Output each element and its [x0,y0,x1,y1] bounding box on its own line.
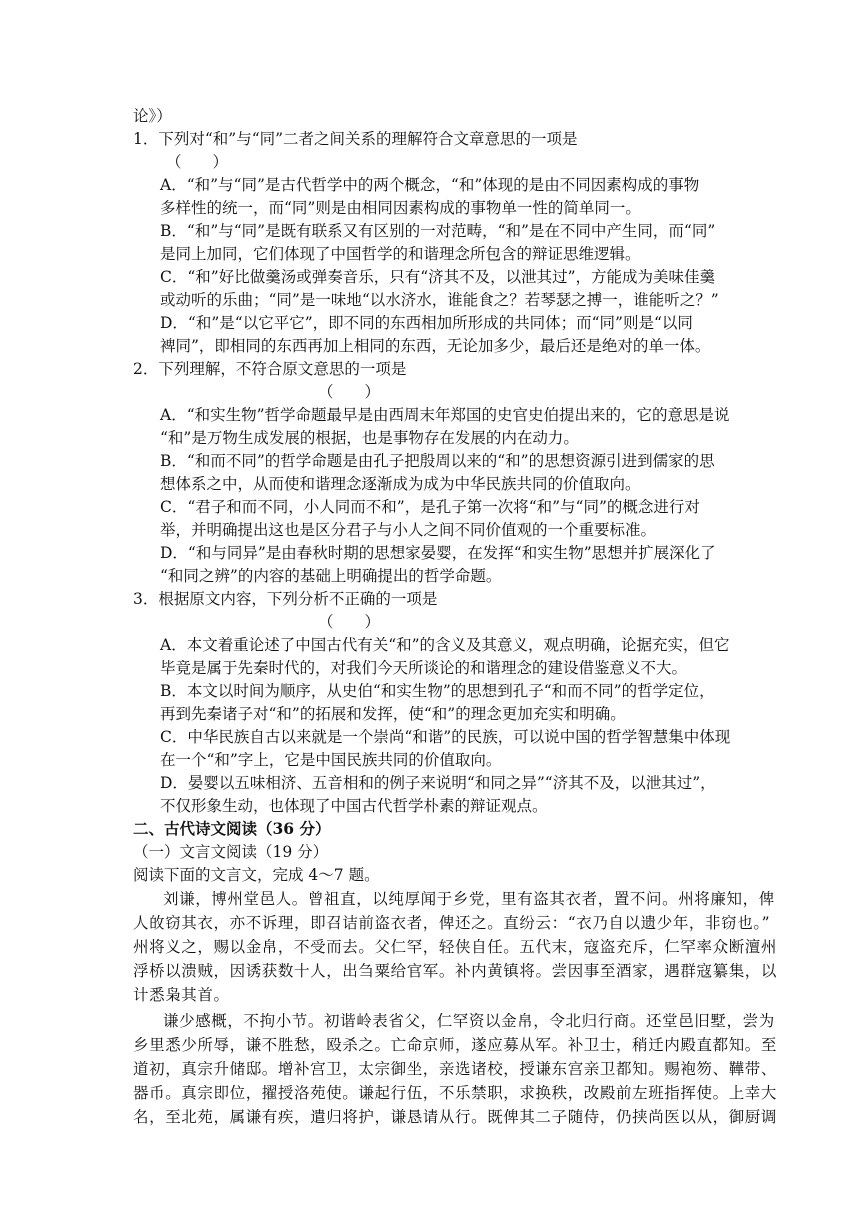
passage-line: 道初，真宗升储邸。增补宫卫，太宗御坐，亲选诸校，授谦东宫亲卫都知。赐袍笏、鞾带、 [133,1060,778,1078]
option-a: A．“和实生物”哲学命题最早是由西周末年郑国的史官史伯提出来的，它的意思是说 [160,406,730,424]
option-a: A．本文着重论述了中国古代有关“和”的含义及其意义，观点明确，论据充实，但它 [160,636,730,654]
question-2-stem: 2．下列理解，不符合原文意思的一项是 [133,360,407,378]
option-a-cont: 毕竟是属于先秦时代的，对我们今天所谈论的和谐理念的建设借鉴意义不大。 [160,659,688,677]
option-c: C．“和”好比做羹汤或弹奏音乐，只有“济其不及，以泄其过”，方能成为美味佳羹 [160,268,716,286]
text-line: 论》） [133,107,172,125]
option-c-cont: 举，并明确提出这也是区分君子与小人之间不同价值观的一个重要标准。 [160,521,657,539]
option-c-cont: 在一个“和”字上，它是中国民族共同的价值取向。 [160,751,502,769]
option-a-cont: “和”是万物生成发展的根据，也是事物存在发展的内在动力。 [160,429,579,447]
passage-line: 乡里悉少所辱，谦不胜愁，殴杀之。亡命京师，遂应募从军。补卫士，稍迁内殿直都知。至 [133,1036,778,1054]
option-d: D．“和与同异”是由春秋时期的思想家晏婴，在发挥“和实生物”思想并扩展深化了 [160,544,716,562]
option-d: D．晏婴以五味相济、五音相和的例子来说明“和同之异”“济其不及，以泄其过”， [160,774,716,792]
option-d-cont: “和同之辨”的内容的基础上明确提出的哲学命题。 [160,567,502,585]
answer-paren: （ ） [166,153,229,171]
passage-line: 计悉枭其首。 [133,986,230,1004]
option-a: A．“和”与“同”是古代哲学中的两个概念，“和”体现的是由不同因素构成的事物 [160,176,700,194]
passage-line: 州将义之，赐以金帛，不受而去。父仁罕，轻侠自任。五代末，寇盗充斥，仁罕率众断澶州 [133,938,778,956]
passage-line: 谦少感概，不拘小节。初谐岭表省父，仁罕资以金帛，令北归行商。还堂邑旧墅，尝为 [163,1012,775,1030]
option-c: C．中华民族自古以来就是一个崇尚“和谐”的民族，可以说中国的哲学智慧集中体现 [160,728,731,746]
option-b-cont: 再到先秦诸子对“和”的拓展和发挥，使“和”的理念更加充实和明确。 [160,705,626,723]
section-heading: 二、古代诗文阅读（36 分） [133,819,331,838]
passage-line: 人敀窃其衣，亦不诉理，即召诘前盗衣者，俾还之。直纷云：“衣乃自以遗少年，非窃也。” [133,914,771,932]
option-b: B．“和而不同”的哲学命题是由孔子把殷周以来的“和”的思想资源引进到儒家的思 [160,452,715,470]
option-b-cont: 是同上加同，它们体现了中国哲学的和谐理念所包含的辩证思维逻辑。 [160,245,641,263]
subsection-heading: （一）文言文阅读（19 分） [133,843,329,861]
answer-paren: （ ） [318,613,381,631]
question-3-stem: 3．根据原文内容，下列分析不正确的一项是 [133,590,438,608]
option-b: B．本文以时间为顺序，从史伯“和实生物”的思想到孔子“和而不同”的哲学定位， [160,682,715,700]
passage-line: 名，至北苑，属谦有疾，遣归将护，谦恳请从行。既俾其二子随侍，仍挟尚医以从，御厨调 [133,1108,778,1126]
passage-line: 器币。真宗即位，擢授洛苑使。谦起行伍，不乐禁职，求换秩，改殿前左班指挥使。上幸大 [133,1084,778,1102]
question-1-stem: 1．下列对“和”与“同”二者之间关系的理解符合文章意思的一项是 [133,130,578,148]
option-b: B．“和”与“同”是既有联系又有区别的一对范畴，“和”是在不同中产生同，而“同” [160,222,716,240]
passage-line: 浮桥以溃贼，因诱获数十人，出刍粟给官军。补内黄镇将。尝因事至酒家，遇群寇纂集，以 [133,962,778,980]
answer-paren: （ ） [318,383,381,401]
option-d-cont: 不仅形象生动，也体现了中国古代哲学朴素的辩证观点。 [160,797,548,815]
option-d-cont: 裨同”，即相同的东西再加上相同的东西，无论加多少，最后还是绝对的单一体。 [160,337,711,355]
passage-line: 刘谦，博州堂邑人。曾祖直，以纯厚闻于乡党，里有盗其衣者，置不问。州将廉知，俾 [163,890,775,908]
option-d: D．“和”是“以它平它”，即不同的东西相加所形成的共同体；而“同”则是“以同 [160,314,693,332]
instruction: 阅读下面的文言文，完成 4～7 题。 [133,866,380,884]
option-b-cont: 想体系之中，从而使和谐理念逐渐成为成为中华民族共同的价值取向。 [160,475,641,493]
option-c: C．“君子和而不同，小人同而不和”，是孔子第一次将“和”与“同”的概念进行对 [160,498,700,516]
option-c-cont: 或动听的乐曲；“同”是一味地“以水济水，谁能食之？若琴瑟之搏一，谁能听之？” [160,291,719,309]
option-a-cont: 多样性的统一，而“同”则是由相同因素构成的事物单一性的简单同一。 [160,199,641,217]
